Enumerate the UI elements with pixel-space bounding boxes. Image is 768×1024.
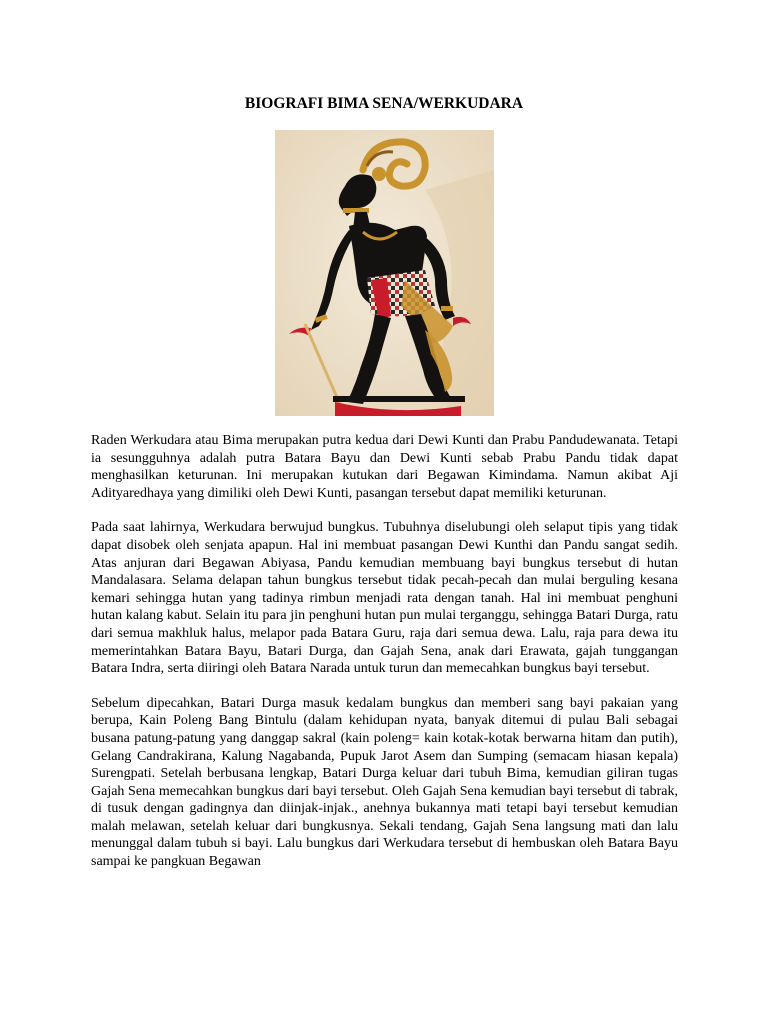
paragraph: Raden Werkudara atau Bima merupakan putra kedua dari Dewi Kunti dan Prabu Pandudewanata. Tetapi ia sesungguhnya adalah putra Batara Bayu dan Dewi Kunti sebab Prabu Pandu tidak dapat menghasilkan keturunan. Ini merupakan kutukan dari Begawan Kimindama. Namun akibat Aji Adityaredhaya yang dimiliki oleh Dewi Kunti, pasangan tersebut dapat memiliki keturunan. (91, 433, 678, 501)
document-body (91, 432, 678, 888)
paragraph: Pada saat lahirnya, Werkudara berwujud bungkus. Tubuhnya diselubungi oleh selaput tipis yang tidak dapat disobek oleh senjata apapun. Hal ini membuat pasangan Dewi Kunthi dan Pandu sangat sedih. Atas anjuran dari Begawan Abiyasa, Pandu kemudian membuang bayi bungkus tersebut di hutan Mandalasara. Selama delapan tahun bungkus tersebut tidak pecah-pecah dan mulai berguling kesana kemari sehingga hutan yang tadinya rimbun menjadi rata dengan tanah. Hal ini membuat penghuni hutan kalang kabut. Selain itu para jin penghuni hutan pun mulai terganggu, sehingga Batari Durga, ratu dari semua makhluk halus, melapor pada Batara Guru, raja dari semua dewa. Lalu, raja para dewa itu memerintahkan Batara Bayu, Batari Durga, dan Gajah Sena, anak dari Erawata, gajah tunggangan Batara Indra, serta diiringi oleh Batara Narada untuk turun dan memecahkan bungkus bayi tersebut. (91, 520, 678, 677)
document-title: BIOGRAFI BIMA SENA/WERKUDARA (244, 95, 524, 112)
paragraph: Sebelum dipecahkan, Batari Durga masuk kedalam bungkus dan memberi sang bayi pakaian yang berupa, Kain Poleng Bang Bintulu (dalam kehidupan nyata, banyak ditemui di pulau Bali sebagai busana patung-patung yang danggap sakral (kain poleng= kain kotak-kotak berwarna hitam dan putih), Gelang Candrakirana, Kalung Nagabanda, Pupuk Jarot Asem dan Sumping (semacam hiasan kepala) Surengpati. Setelah berbusana lengkap, Batari Durga keluar dari tubuh Bima, kemudian giliran tugas Gajah Sena memecahkan bungkus dari bayi tersebut. Oleh Gajah Sena kemudian bayi tersebut di tabrak, di tusuk dengan gadingnya dan diinjak-injak., anehnya bukannya mati tetapi bayi tersebut kemudian malah melawan, setelah keluar dari bungkusnya. Sekali tendang, Gajah Sena langsung mati dan lalu menunggal dalam tubuh si bayi. Lalu bungkus dari Werkudara tersebut di hembuskan oleh Batara Bayu sampai ke pangkuan Begawan (91, 695, 678, 870)
wayang-bima-image (275, 130, 494, 416)
